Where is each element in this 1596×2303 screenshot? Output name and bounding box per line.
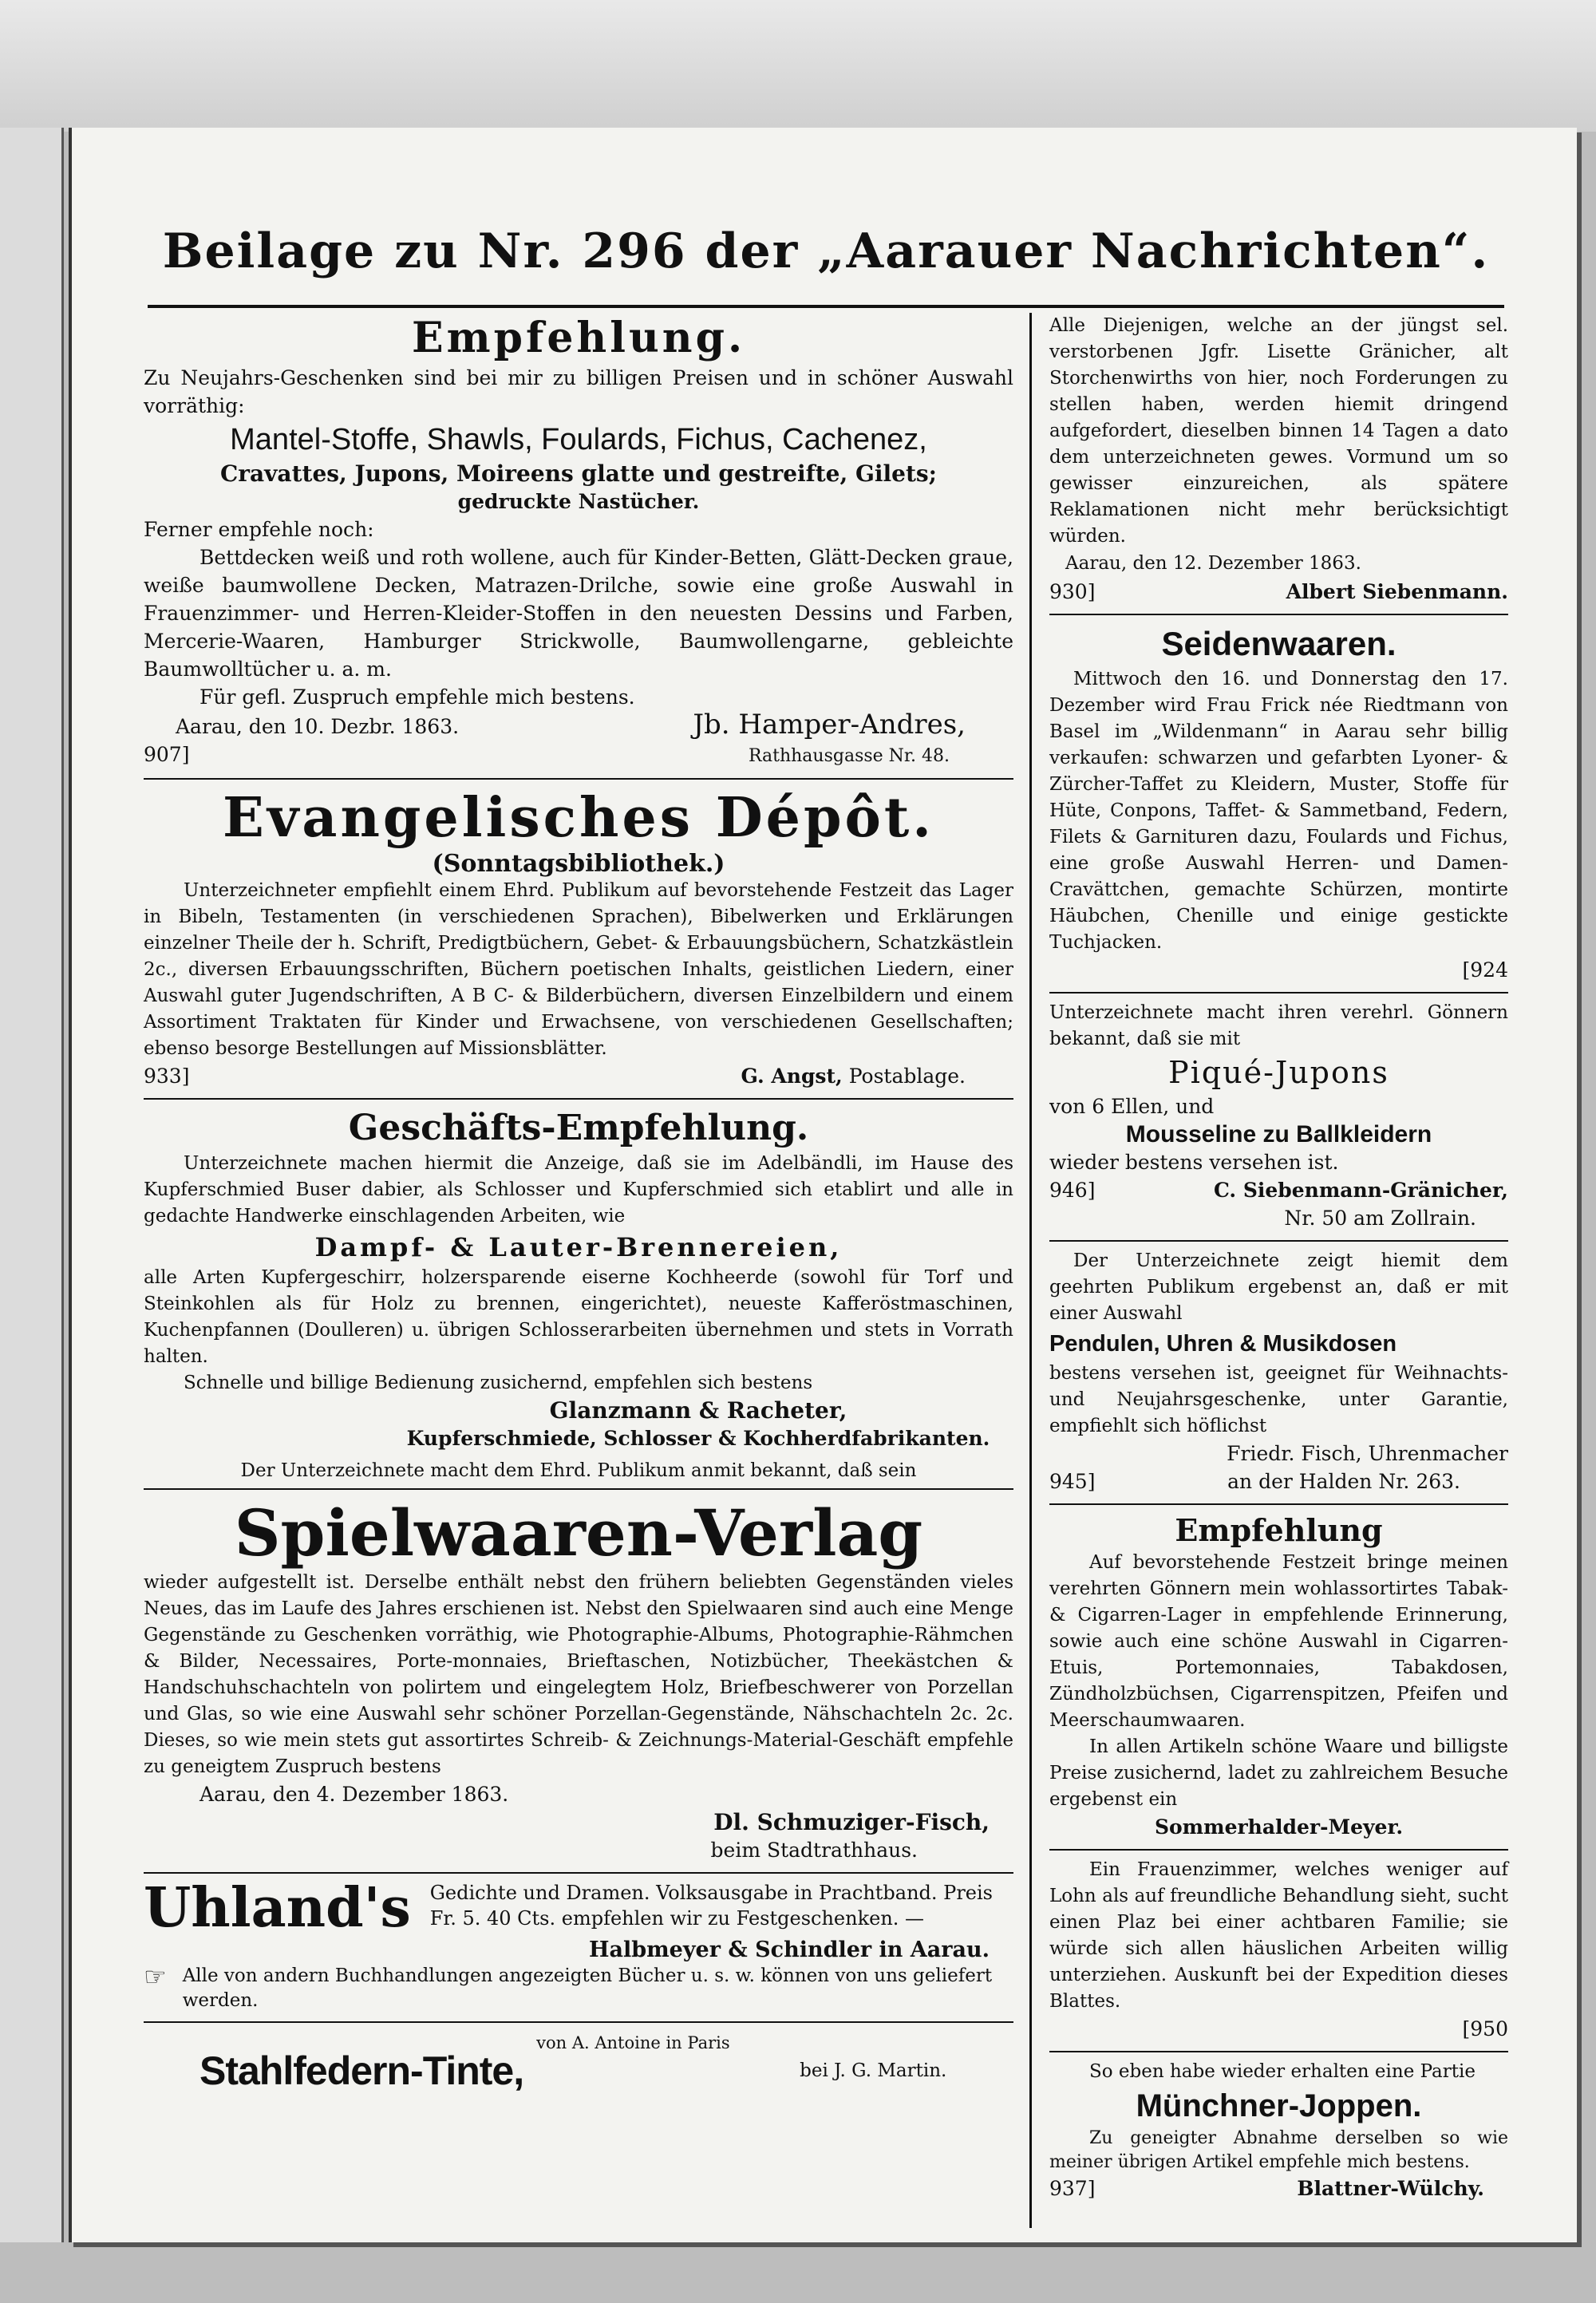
ad-body: alle Arten Kupfergeschirr, holzersparende eiserne Kochheerde (sowohl für Torf und Steinkohlen als für Holz zu brennen, eingerichtet), neueste Kafferöstmaschinen, Kuchenpfannen (Doulleren) u. übrigen Schlosserarbeiten übernehmen und stets in Vorrath halten.	[144, 1267, 1013, 1367]
ad-number: 907]	[144, 743, 190, 766]
ad-signature: Blattner-Wülchy.	[1297, 2177, 1484, 2200]
ad-body: Unterzeichneter empfiehlt einem Ehrd. Publikum auf bevorstehende Festzeit das Lager in Bibeln, Testamenten (in verschiedenen Sprachen), Bibelwerken und Erklärungen einzelner Theile der h. Schrift, Predigtbüchern, Gebet- & Erbauungsbüchern, Schatzkästlein 2c., diversen Erbauungsschriften, Büchern poetischen Inhalts, geistlichen Liedern, einer Auswahl guter Jugendschriften, A B C- & Bilderbüchern, diversen Einzelbildern und einem Assortiment Traktaten für Kinder und Erwachsene, von verschiedenen Gesellschaften; ebenso besorge Bestellungen auf Missionsblätter.	[144, 880, 1013, 1059]
ad-by: von A. Antoine in Paris	[536, 2033, 730, 2052]
ad-tinte	[144, 2029, 1013, 2093]
ad-signature: C. Siebenmann-Gränicher,	[1213, 1179, 1508, 1202]
ad-note: Alle von andern Buchhandlungen angezeigten Bücher u. s. w. können von uns geliefert werden.	[182, 1965, 993, 2011]
ad-signature-block	[741, 1062, 1014, 1090]
ad-signature: Dl. Schmuziger-Fisch,	[713, 1809, 990, 1835]
ad-line: Mantel-Stoffe, Shawls, Foulards, Fichus, Cachenez,	[230, 423, 927, 456]
ad-body: Bettdecken weiß und roth wollene, auch für Kinder-Betten, Glätt-Decken graue, weiße baumwollene Decken, Matrazen-Drilche, sowie eine große Auswahl in Frauenzimmer- und Herren-Kleider-Stoffen in den neuesten Dessins und Farben, Mercerie-Waaren, Hamburger Strickwolle, Baumwollengarne, gebleichte Baumwolltücher u. a. m.	[144, 546, 1013, 681]
ad-title: Münchner-Joppen.	[1136, 2088, 1422, 2123]
ad-body: In allen Artikeln schöne Waare und billigste Preise zusichernd, ladet zu zahlreichem Besuche ergebenst ein	[1049, 1736, 1508, 1810]
ad-title: Empfehlung	[1175, 1512, 1383, 1548]
pointing-hand-icon: ☞	[144, 1961, 167, 1992]
divider	[144, 1872, 1013, 1874]
ad-frauenzimmer	[1049, 1857, 1508, 2048]
ad-body: Ein Frauenzimmer, welches weniger auf Lohn als auf freundliche Behandlung sieht, sucht einen Plaz bei einer achtbaren Familie; sie würde sich allen häuslichen Arbeiten willig unterziehen. Auskunft bei der Expedition dieses Blattes.	[1049, 1859, 1508, 2012]
ad-line: gedruckte Nastücher.	[457, 490, 700, 513]
ad-uhland	[144, 1876, 1013, 2018]
ad-body: wieder aufgestellt ist. Derselbe enthält nebst den frühern beliebten Gegenständen vieles Neues, das im Laufe des Jahres erschienen ist. Nebst den Spielwaaren sind auch eine Menge Gegenstände zu Geschenken vorräthig, wie Photographie-Albums, Photographie-Rähmchen & Bilder, Necessaires, Porte-monnaies, Brieftaschen, Notizbücher, Theekästchen & Handschuhschachteln von polirtem und eingelegtem Holz, Briefbeschwerer von Porzellan und Glas, so wie eine Auswahl sehr schöner Porzellan-Gegenstände, Nähschachteln 2c. 2c. Dieses, so wie mein stets gut assortirtes Schreib- & Zeichnungs-Material-Geschäft empfehle zu geneigtem Zuspruch bestens	[144, 1572, 1013, 1777]
divider	[1049, 614, 1508, 615]
ad-date: Aarau, den 4. Dezember 1863.	[200, 1783, 509, 1806]
ad-body: bestens versehen ist, geeignet für Weihnachts- und Neujahrsgeschenke, unter Garantie, empfiehlt sich höflichst	[1049, 1363, 1508, 1436]
ad-title: Empfehlung.	[411, 314, 746, 362]
ad-highlight: Dampf- & Lauter-Brennereien,	[314, 1232, 843, 1262]
ad-address: Rathhausgasse Nr. 48.	[748, 746, 950, 766]
ad-date: Aarau, den 10. Dezbr. 1863.	[176, 715, 460, 738]
ad-empfehlung-hamper	[144, 313, 1013, 775]
ad-meta	[536, 2029, 946, 2085]
ad-title: Stahlfedern-Tinte,	[200, 2048, 524, 2093]
ad-number: [950	[1462, 2017, 1508, 2040]
ad-number: 933]	[144, 1065, 190, 1088]
ad-tabak	[1049, 1511, 1508, 1846]
ad-spielwaaren	[144, 1457, 1013, 1869]
ad-pique	[1049, 1000, 1508, 1237]
ad-intro: Zu Neujahrs-Geschenken sind bei mir zu billigen Preisen und in schöner Auswahl vorräthig:	[144, 366, 1013, 417]
ad-title: Uhland's	[144, 1876, 411, 1940]
ad-line: wieder bestens versehen ist.	[1049, 1151, 1339, 1174]
ad-depot	[144, 786, 1013, 1095]
right-column	[1029, 313, 1508, 2228]
ad-closing: Für gefl. Zuspruch empfehle mich bestens.	[200, 685, 635, 709]
ad-body: Gedichte und Dramen. Volksausgabe in Prachtband. Preis Fr. 5. 40 Cts. empfehlen wir zu Festgeschenken. —	[429, 1882, 993, 1930]
ad-title: Geschäfts-Empfehlung.	[348, 1108, 809, 1148]
facing-page-edge	[0, 128, 64, 2242]
scan-top-area	[0, 0, 1596, 132]
divider	[1049, 2051, 1508, 2052]
ad-place: beim Stadtrathhaus.	[710, 1839, 918, 1862]
ad-number: 945]	[1049, 1470, 1096, 1493]
ad-address: an der Halden Nr. 263.	[1227, 1470, 1460, 1493]
page-headline: Beilage zu Nr. 296 der „Aarauer Nachrichten“.	[162, 223, 1490, 279]
ad-geschaeft	[144, 1106, 1013, 1457]
ad-text: Ferner empfehle noch:	[144, 518, 374, 541]
ad-body: Schnelle und billige Bedienung zusichernd, empfehlen sich bestens	[184, 1373, 813, 1393]
divider	[144, 1098, 1013, 1100]
ad-trade: Kupferschmiede, Schlosser & Kochherdfabrikanten.	[406, 1427, 990, 1450]
ad-body: Auf bevorstehende Festzeit bringe meinen verehrten Gönnern mein wohlassortirtes Tabak- & Cigarren-Lager in empfehlende Erinnerung, sowie auch eine schöne Auswahl in Cigarren-Etuis, Portemonnaies, Tabakdosen, Zündholzbüchsen, Cigarrenspitzen, Pfeifen und Meerschaumwaaren.	[1049, 1552, 1508, 1731]
divider	[144, 778, 1013, 780]
ad-body: Zu geneigter Abnahme derselben so wie meiner übrigen Artikel empfehle mich bestens.	[1049, 2128, 1508, 2172]
ad-line: Cravattes, Jupons, Moireens glatte und gestreifte, Gilets;	[219, 460, 937, 487]
headline-rule	[148, 305, 1504, 308]
ad-number: 930]	[1049, 580, 1096, 603]
ad-intro: Unterzeichnete macht ihren verehrl. Gönnern bekannt, daß sie mit	[1049, 1002, 1508, 1049]
divider	[144, 2021, 1013, 2023]
ad-line: Mousseline zu Ballkleidern	[1125, 1121, 1432, 1148]
ad-title: Spielwaaren-Verlag	[234, 1495, 923, 1570]
ad-signature: G. Angst,	[741, 1065, 843, 1088]
ad-signature: Jb. Hamper-Andres,	[693, 709, 966, 741]
ad-place: Postablage.	[848, 1065, 966, 1088]
ad-signature: Glanzmann & Racheter,	[549, 1397, 847, 1424]
ad-aufruf	[1049, 313, 1508, 610]
divider	[1049, 1849, 1508, 1851]
ad-uhren	[1049, 1248, 1508, 1500]
ad-joppen	[1049, 2059, 1508, 2207]
ad-title: Piqué-Jupons	[1168, 1055, 1389, 1090]
ad-seidenwaaren	[1049, 622, 1508, 989]
ad-signature: Sommerhalder-Meyer.	[1154, 1815, 1404, 1839]
ad-number: 937]	[1049, 2177, 1096, 2200]
ad-title: Evangelisches Dépôt.	[223, 786, 934, 850]
ad-signature: Albert Siebenmann.	[1286, 580, 1508, 603]
ad-body: Mittwoch den 16. und Donnerstag den 17. Dezember wird Frau Frick née Riedtmann von Basel im „Wildenmann“ in Aarau sehr billig verkaufen: schwarzen und gefarbten Lyoner- & Zürcher-Taffet zu Kleidern, Muster, Stoffe für Hüte, Conpons, Taffet- & Sammetband, Federn, Filets & Garnituren dazu, Foulards und Fichus, eine große Auswahl Herren- und Damen-Cravättchen, gemachte Schürzen, montirte Häubchen, Chenille und einige gestickte Tuchjacken.	[1049, 669, 1508, 953]
ad-line: von 6 Ellen, und	[1049, 1095, 1215, 1118]
ad-body: Unterzeichnete machen hiermit die Anzeige, daß sie im Adelbändli, im Hause des Kupferschmied Buser dabier, als Schlosser und Kupferschmied sich etablirt und alle in gedachte Handwerke einschlagenden Arbeiten, wie	[144, 1153, 1013, 1227]
ad-number: 946]	[1049, 1179, 1096, 1202]
ad-title: Seidenwaaren.	[1161, 625, 1396, 662]
left-column	[144, 313, 1013, 2228]
ad-address: Nr. 50 am Zollrain.	[1284, 1207, 1476, 1230]
divider	[144, 1488, 1013, 1490]
divider	[1049, 992, 1508, 993]
ad-signature: Friedr. Fisch, Uhrenmacher	[1227, 1442, 1508, 1465]
ad-intro: Der Unterzeichnete macht dem Ehrd. Publikum anmit bekannt, daß sein	[240, 1460, 917, 1481]
ad-intro: So eben habe wieder erhalten eine Partie	[1089, 2061, 1476, 2082]
ad-signature: Halbmeyer & Schindler in Aarau.	[588, 1938, 990, 1962]
divider	[1049, 1240, 1508, 1242]
ad-date: Aarau, den 12. Dezember 1863.	[1065, 553, 1361, 574]
ad-intro: Der Unterzeichnete zeigt hiemit dem geehrten Publikum ergebenst an, daß er mit einer Auswahl	[1049, 1250, 1508, 1324]
divider	[1049, 1503, 1508, 1505]
newspaper-page	[69, 128, 1577, 2242]
ad-subtitle: (Sonntagsbibliothek.)	[432, 850, 725, 878]
ad-seller: bei J. G. Martin.	[800, 2060, 947, 2081]
ad-body: Alle Diejenigen, welche an der jüngst sel. verstorbenen Jgfr. Lisette Gränicher, alt Storchenwirths von hier, noch Forderungen zu stellen haben, werden hiemit dringend aufgefordert, dieselben binnen 14 Tagen a dato dem unterzeichneten gewes. Vormund um so gewisser einzureichen, als spätere Reklamationen nicht mehr berücksichtigt würden.	[1049, 315, 1508, 547]
ad-number: [924	[1462, 958, 1508, 982]
ad-title: Pendulen, Uhren & Musikdosen	[1049, 1331, 1397, 1357]
